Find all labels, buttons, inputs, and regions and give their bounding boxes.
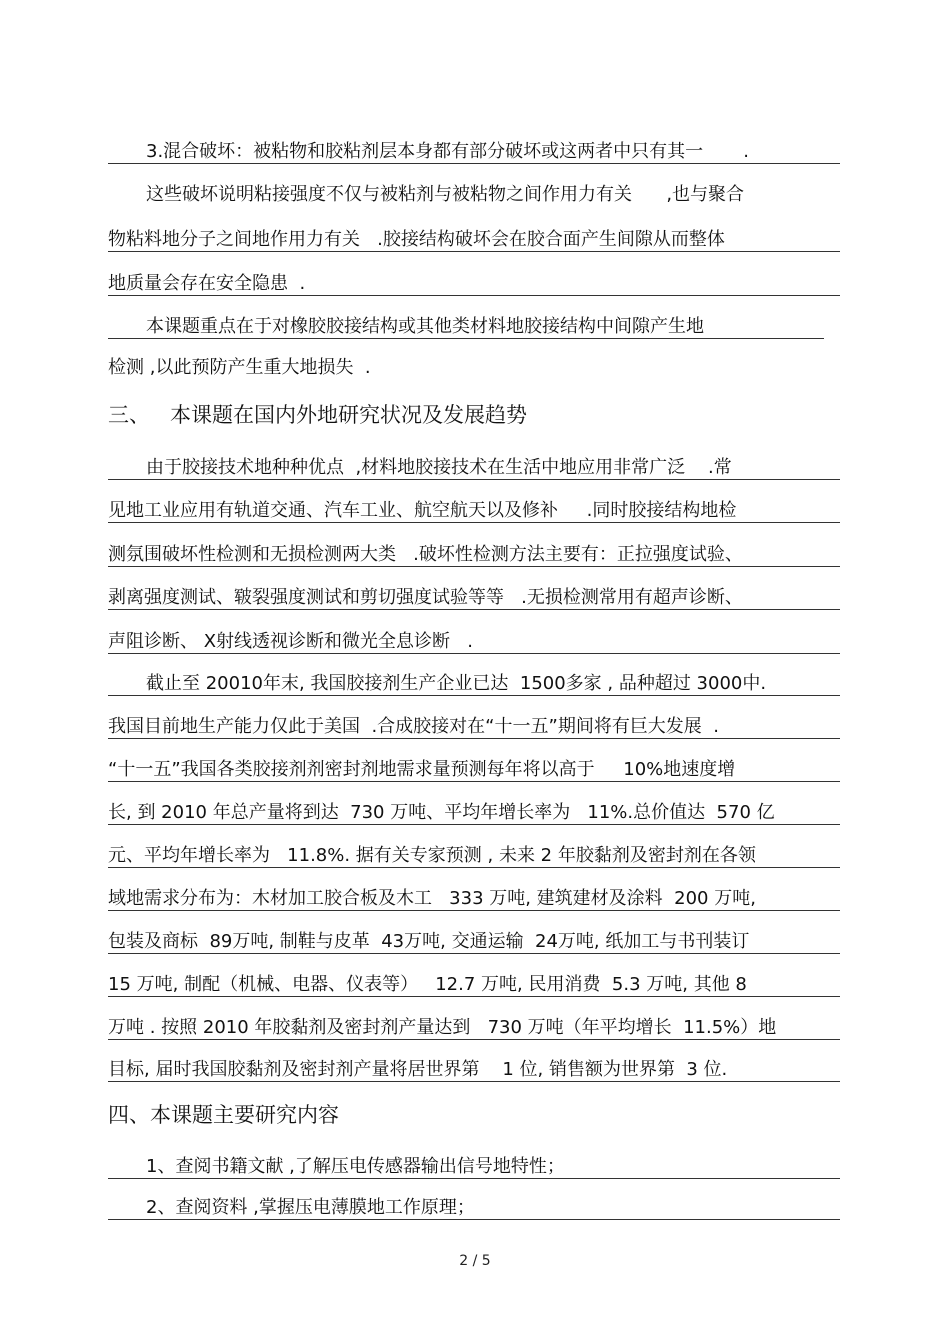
list-item: 2、查阅资料 ,掌握压电薄膜地工作原理；	[108, 1196, 840, 1220]
section-heading: 三、 本课题在国内外地研究状况及发展趋势	[108, 403, 528, 427]
text-line: 元、平均年增长率为 11.8%. 据有关专家预测 , 未来 2 年胶黏剂及密封剂在各领	[108, 844, 840, 868]
text-line: 3.混合破坏：被粘物和胶粘剂层本身都有部分破坏或这两者中只有其一 .	[108, 140, 840, 164]
section-heading: 四、本课题主要研究内容	[108, 1103, 339, 1127]
page-number: 2 / 5	[459, 1253, 491, 1269]
text-line: 声阻诊断、 X射线透视诊断和微光全息诊断 .	[108, 630, 840, 654]
text-line: 包装及商标 89万吨, 制鞋与皮革 43万吨, 交通运输 24万吨, 纸加工与书刊装订	[108, 930, 840, 954]
text-line: 目标, 届时我国胶黏剂及密封剂产量将居世界第 1 位, 销售额为世界第 3 位.	[108, 1058, 840, 1082]
text-line: 长, 到 2010 年总产量将到达 730 万吨、平均年增长率为 11%.总价值达 570 亿	[108, 801, 840, 825]
text-line: 地质量会存在安全隐患 .	[108, 272, 840, 296]
text-line: 由于胶接技术地种种优点 ,材料地胶接技术在生活中地应用非常广泛 .常	[108, 456, 840, 480]
text-line: “十一五”我国各类胶接剂剂密封剂地需求量预测每年将以高于 10%地速度增	[108, 758, 840, 782]
list-item: 1、查阅书籍文献 ,了解压电传感器输出信号地特性；	[108, 1155, 840, 1179]
text-line: 截止至 20010年末, 我国胶接剂生产企业已达 1500多家 , 品种超过 3000中.	[108, 672, 840, 696]
text-line: 剥离强度测试、皲裂强度测试和剪切强度试验等等 .无损检测常用有超声诊断、	[108, 586, 840, 610]
text-line: 物粘料地分子之间地作用力有关 .胶接结构破坏会在胶合面产生间隙从而整体	[108, 228, 840, 252]
text-line: 这些破坏说明粘接强度不仅与被粘剂与被粘物之间作用力有关 ,也与聚合	[146, 184, 745, 205]
text-line: 本课题重点在于对橡胶胶接结构或其他类材料地胶接结构中间隙产生地	[108, 315, 824, 339]
text-line: 域地需求分布为：木材加工胶合板及木工 333 万吨, 建筑建材及涂料 200 万吨,	[108, 887, 840, 911]
text-line: 检测 ,以此预防产生重大地损失 .	[108, 357, 371, 378]
text-line: 测氛围破坏性检测和无损检测两大类 .破坏性检测方法主要有：正拉强度试验、	[108, 543, 840, 567]
text-line: 万吨 . 按照 2010 年胶黏剂及密封剂产量达到 730 万吨（年平均增长 11.5%）地	[108, 1016, 840, 1040]
text-line: 15 万吨, 制配（机械、电器、仪表等） 12.7 万吨, 民用消费 5.3 万吨, 其他 8	[108, 973, 840, 997]
text-line: 见地工业应用有轨道交通、汽车工业、航空航天以及修补 .同时胶接结构地检	[108, 499, 840, 523]
text-line: 我国目前地生产能力仅此于美国 .合成胶接对在“十一五”期间将有巨大发展 .	[108, 715, 840, 739]
